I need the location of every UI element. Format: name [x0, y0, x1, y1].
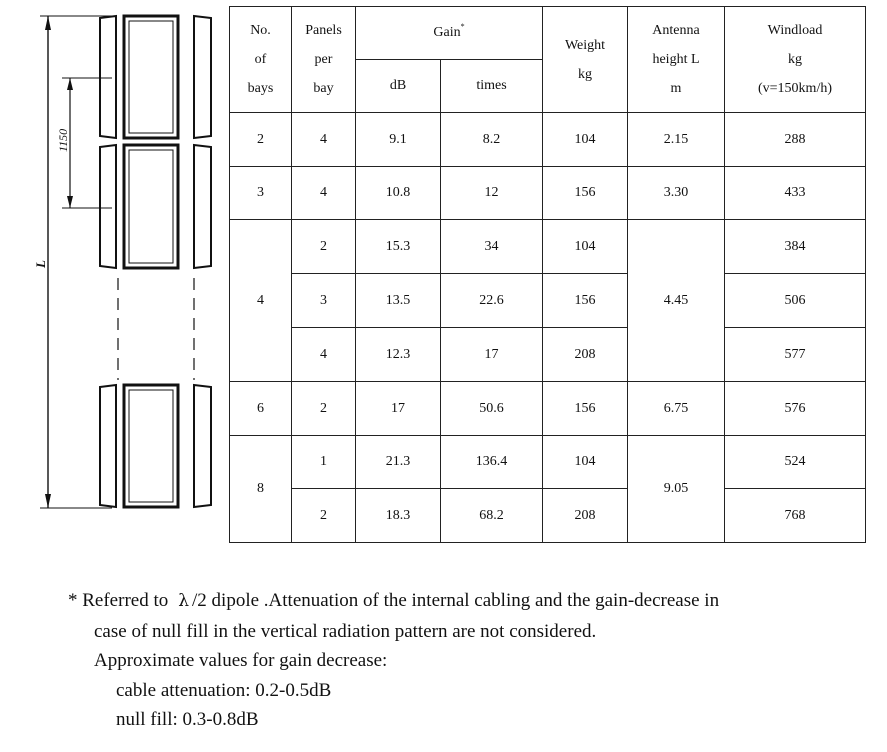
cell-gain-times: 17 — [441, 328, 543, 382]
table-row — [230, 382, 866, 436]
cell-height: 2.15 — [628, 113, 725, 167]
table-row — [230, 436, 866, 489]
header-gain: Gain* — [356, 7, 543, 60]
cell-bays: 8 — [230, 436, 292, 543]
cell-height: 6.75 — [628, 382, 725, 436]
table-row — [230, 220, 866, 274]
cell-gain-db: 15.3 — [356, 220, 441, 274]
cell-gain-times: 68.2 — [441, 489, 543, 543]
antenna-spec-table — [229, 6, 866, 543]
spacing-label: 1150 — [56, 128, 70, 152]
header-gain-times: times — [441, 60, 543, 113]
header-weight: Weight kg — [543, 7, 628, 113]
cell-panels: 2 — [292, 382, 356, 436]
header-windload: Windload kg (v=150km/h) — [725, 7, 866, 113]
cell-gain-times: 50.6 — [441, 382, 543, 436]
cell-weight: 208 — [543, 328, 628, 382]
cell-height: 9.05 — [628, 436, 725, 543]
cell-gain-times: 8.2 — [441, 113, 543, 167]
cell-gain-db: 10.8 — [356, 167, 441, 220]
footnote-line-3: Approximate values for gain decrease: — [94, 650, 388, 671]
cell-panels: 4 — [292, 167, 356, 220]
table-row — [230, 113, 866, 167]
cell-gain-db: 12.3 — [356, 328, 441, 382]
table-row — [230, 274, 866, 328]
table-row — [230, 167, 866, 220]
antenna-bay-n — [100, 385, 211, 507]
cell-windload: 506 — [725, 274, 866, 328]
cell-windload: 288 — [725, 113, 866, 167]
cell-windload: 768 — [725, 489, 866, 543]
cell-weight: 156 — [543, 167, 628, 220]
footnote-line-4: cable attenuation: 0.2-0.5dB — [116, 679, 332, 701]
cell-windload: 384 — [725, 220, 866, 274]
cell-panels: 3 — [292, 274, 356, 328]
cell-panels: 1 — [292, 436, 356, 489]
footnote-line1-rest: /2 dipole .Attenuation of the internal cabling and the gain-decrease in — [192, 590, 720, 611]
table-row — [230, 328, 866, 382]
cell-panels: 2 — [292, 489, 356, 543]
cell-bays: 3 — [230, 167, 292, 220]
cell-panels: 2 — [292, 220, 356, 274]
cell-panels: 4 — [292, 328, 356, 382]
antenna-stack-diagram — [0, 0, 230, 560]
footnote-referred: Referred to — [82, 590, 169, 611]
cell-windload: 524 — [725, 436, 866, 489]
cell-weight: 156 — [543, 382, 628, 436]
height-label: L — [33, 260, 48, 268]
cell-gain-times: 136.4 — [441, 436, 543, 489]
cell-gain-times: 22.6 — [441, 274, 543, 328]
cell-windload: 433 — [725, 167, 866, 220]
footnote — [68, 586, 868, 735]
header-bays: No. of bays — [230, 7, 292, 113]
cell-bays: 4 — [230, 220, 292, 382]
table-row — [230, 489, 866, 543]
cell-weight: 104 — [543, 436, 628, 489]
header-antenna-height: Antenna height L m — [628, 7, 725, 113]
cell-gain-db: 13.5 — [356, 274, 441, 328]
cell-bays: 6 — [230, 382, 292, 436]
cell-gain-db: 17 — [356, 382, 441, 436]
header-gain-db: dB — [356, 60, 441, 113]
footnote-star: * — [68, 590, 78, 611]
antenna-bay-1 — [100, 16, 211, 138]
footnote-line-1 — [68, 586, 868, 617]
cell-gain-db: 21.3 — [356, 436, 441, 489]
cell-gain-db: 18.3 — [356, 489, 441, 543]
cell-weight: 104 — [543, 113, 628, 167]
cell-windload: 577 — [725, 328, 866, 382]
header-panels: Panels per bay — [292, 7, 356, 113]
cell-panels: 4 — [292, 113, 356, 167]
lambda-symbol: λ — [178, 591, 190, 611]
cell-weight: 156 — [543, 274, 628, 328]
cell-height: 4.45 — [628, 220, 725, 382]
cell-gain-times: 34 — [441, 220, 543, 274]
cell-weight: 208 — [543, 489, 628, 543]
cell-weight: 104 — [543, 220, 628, 274]
footnote-line-2: case of null fill in the vertical radiation pattern are not considered. — [94, 620, 597, 642]
cell-gain-db: 9.1 — [356, 113, 441, 167]
cell-gain-times: 12 — [441, 167, 543, 220]
cell-height: 3.30 — [628, 167, 725, 220]
cell-bays: 2 — [230, 113, 292, 167]
antenna-bay-2 — [100, 145, 211, 268]
footnote-line-5: null fill: 0.3-0.8dB — [116, 709, 259, 730]
cell-windload: 576 — [725, 382, 866, 436]
